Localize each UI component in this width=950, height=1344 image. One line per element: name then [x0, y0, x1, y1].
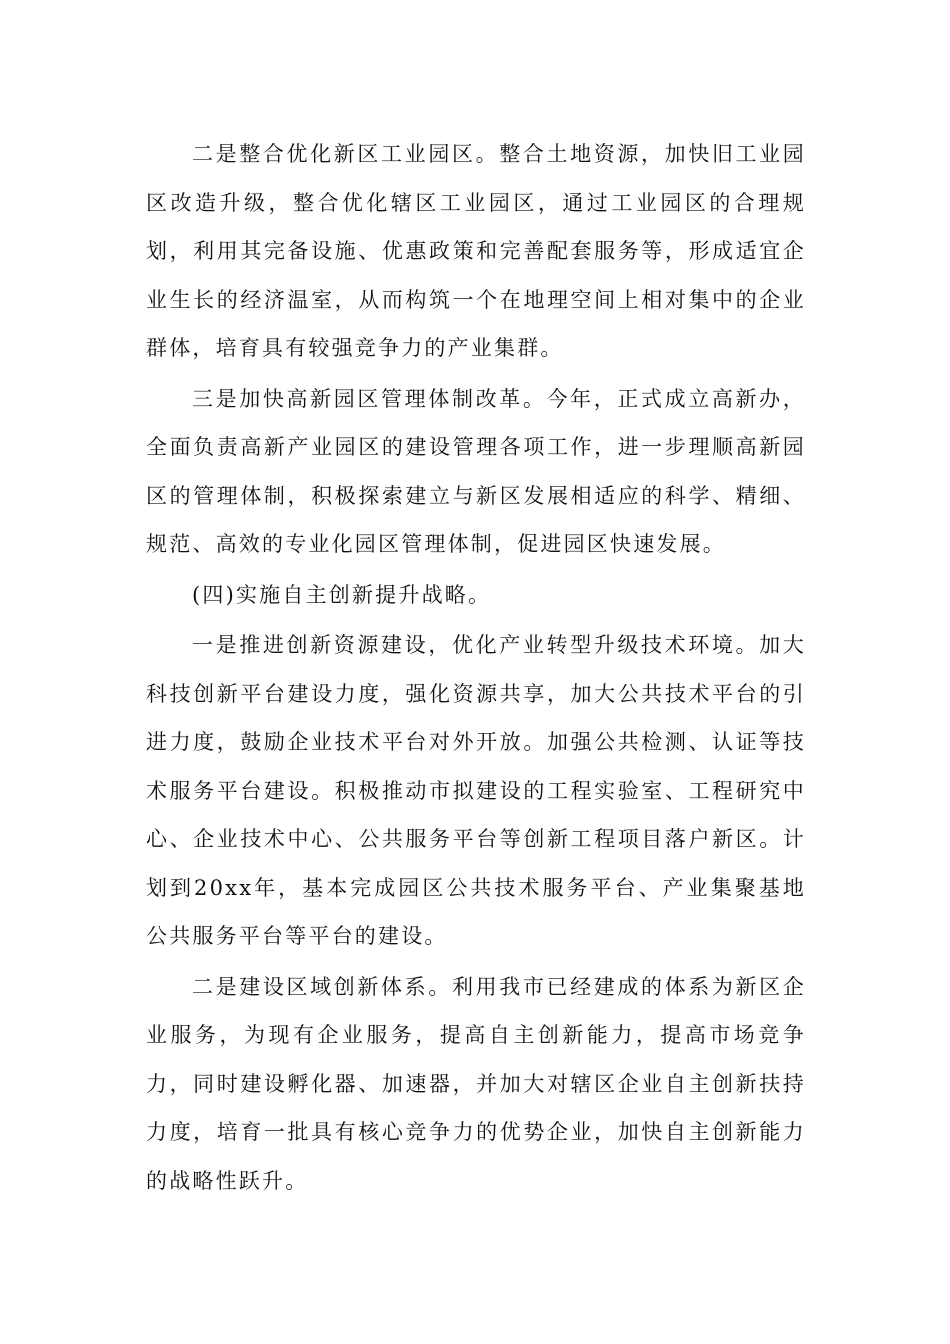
paragraph-innovation-resources: 一是推进创新资源建设，优化产业转型升级技术环境。加大科技创新平台建设力度，强化资源共享，加大公共技术平台的引进力度，鼓励企业技术平台对外开放。加强公共检测、认证等技术服务平台建设。积极推动市拟建设的工程实验室、工程研究中心、企业技术中心、公共服务平台等创新工程项目落户新区。计划到20xx年，基本完成园区公共技术服务平台、产业集聚基地公共服务平台等平台的建设。 [146, 633, 806, 948]
paragraph-high-tech-reform: 三是加快高新园区管理体制改革。今年，正式成立高新办，全面负责高新产业园区的建设管理各项工作，进一步理顺高新园区的管理体制，积极探索建立与新区发展相适应的科学、精细、规范、高效的专业化园区管理体制，促进园区快速发展。 [146, 386, 806, 556]
section-heading-innovation: (四)实施自主创新提升战略。 [192, 582, 492, 607]
paragraph-regional-innovation: 二是建设区域创新体系。利用我市已经建成的体系为新区企业服务，为现有企业服务，提高自主创新能力，提高市场竞争力，同时建设孵化器、加速器，并加大对辖区企业自主创新扶持力度，培育一批具有核心竞争力的优势企业，加快自主创新能力的战略性跃升。 [146, 974, 806, 1193]
paragraph-industrial-parks: 二是整合优化新区工业园区。整合土地资源，加快旧工业园区改造升级，整合优化辖区工业园区，通过工业园区的合理规划，利用其完备设施、优惠政策和完善配套服务等，形成适宜企业生长的经济温室，从而构筑一个在地理空间上相对集中的企业群体，培育具有较强竞争力的产业集群。 [146, 142, 806, 360]
document-body [146, 130, 806, 1205]
